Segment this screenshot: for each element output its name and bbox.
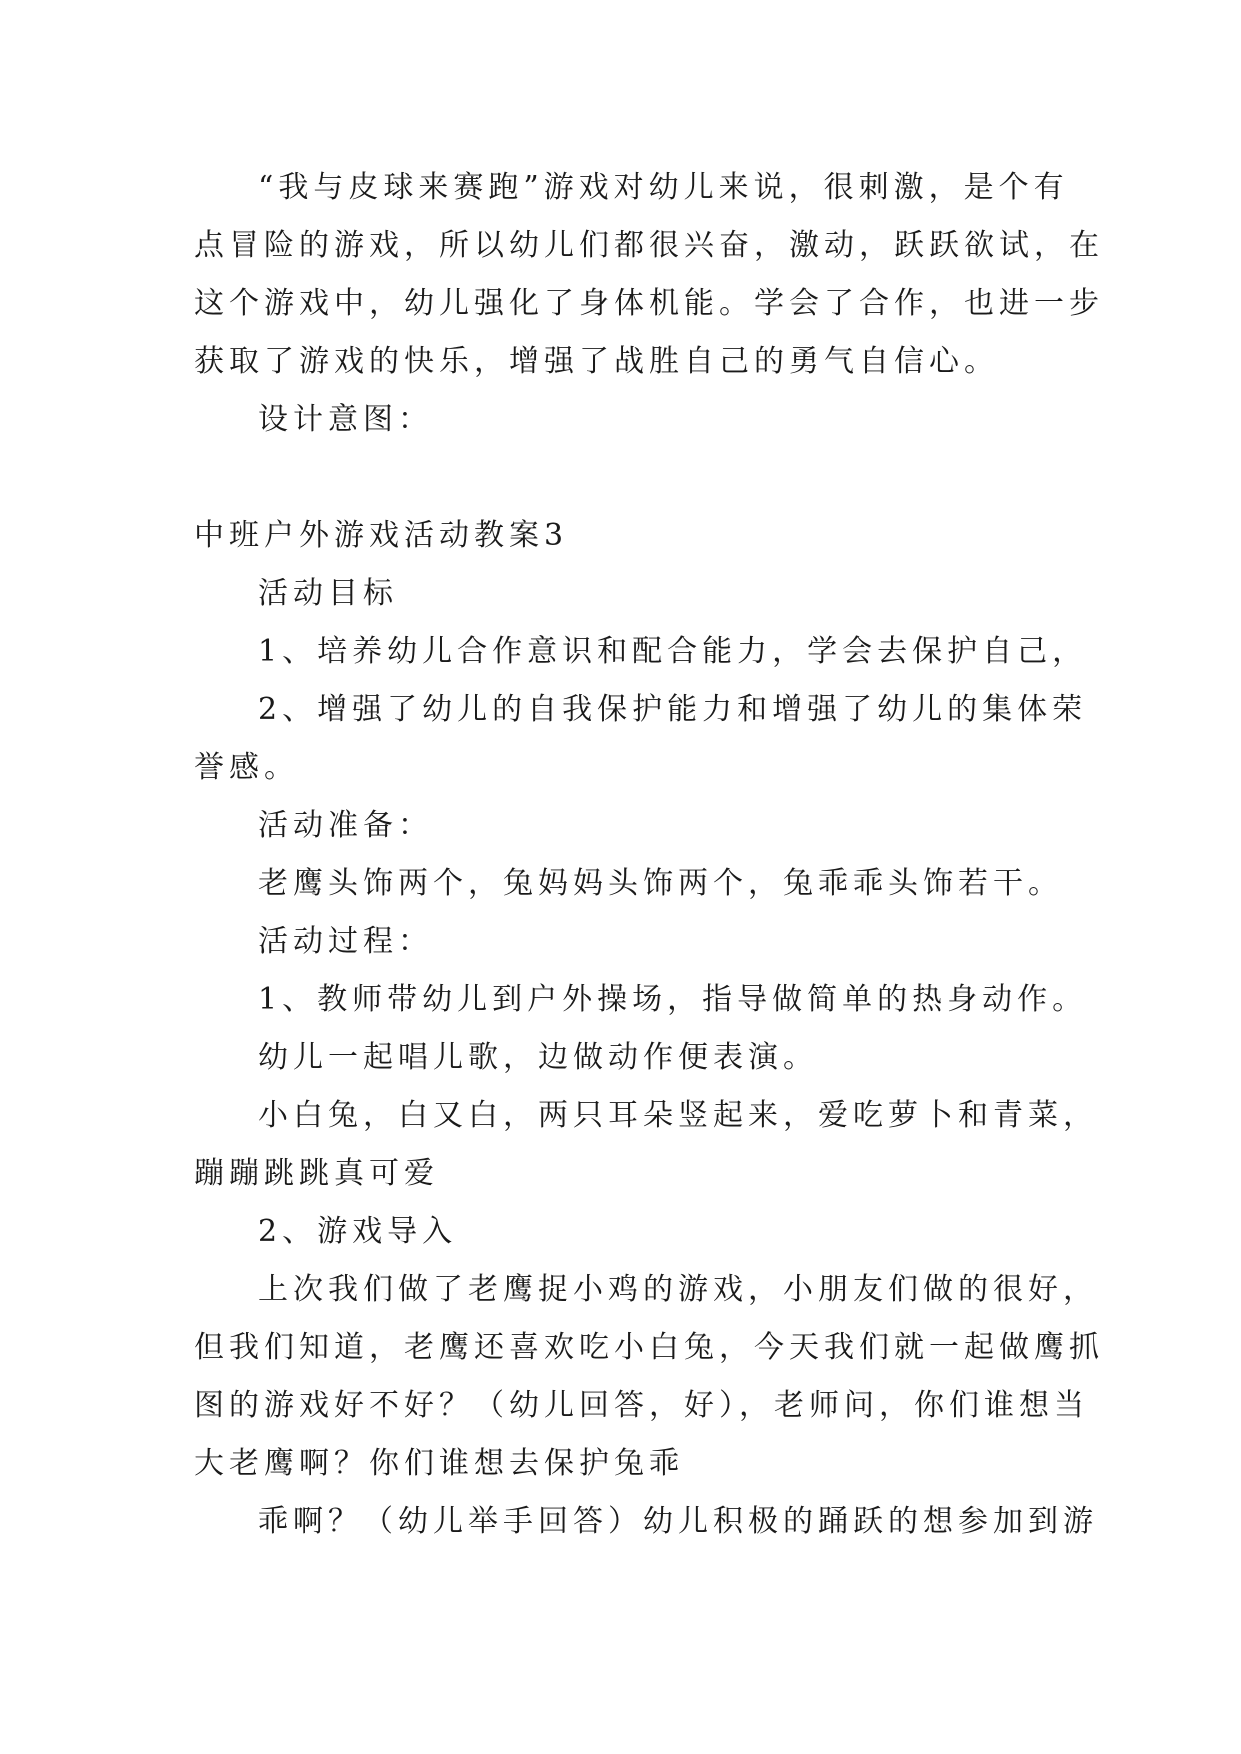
paragraph-line: 活动过程： [258, 924, 433, 959]
paragraph-line: 获取了游戏的快乐，增强了战胜自己的勇气自信心。 [194, 344, 999, 379]
section-title: 中班户外游戏活动教案3 [194, 518, 569, 553]
paragraph-line: 但我们知道，老鹰还喜欢吃小白兔，今天我们就一起做鹰抓 [194, 1330, 1104, 1365]
paragraph-line: “我与皮球来赛跑”游戏对幼儿来说，很刺激，是个有 [258, 170, 1069, 205]
paragraph-line: 图的游戏好不好？（幼儿回答，好），老师问，你们谁想当 [194, 1388, 1089, 1423]
paragraph-line: 活动准备： [258, 808, 433, 843]
paragraph-line: 老鹰头饰两个，兔妈妈头饰两个，兔乖乖头饰若干。 [258, 866, 1063, 901]
paragraph-line: 2、增强了幼儿的自我保护能力和增强了幼儿的集体荣 [258, 692, 1088, 727]
paragraph-line: 誉感。 [194, 750, 299, 785]
paragraph-line: 点冒险的游戏，所以幼儿们都很兴奋，激动，跃跃欲试，在 [194, 228, 1104, 263]
paragraph-line: 这个游戏中，幼儿强化了身体机能。学会了合作，也进一步 [194, 286, 1104, 321]
paragraph-line: 幼儿一起唱儿歌，边做动作便表演。 [258, 1040, 818, 1075]
paragraph-line: 乖啊？（幼儿举手回答）幼儿积极的踊跃的想参加到游 [258, 1504, 1098, 1539]
paragraph-line: 2、游戏导入 [258, 1214, 458, 1249]
paragraph-line: 设计意图： [258, 402, 433, 437]
paragraph-line: 1、教师带幼儿到户外操场，指导做简单的热身动作。 [258, 982, 1088, 1017]
paragraph-line: 上次我们做了老鹰捉小鸡的游戏，小朋友们做的很好， [258, 1272, 1098, 1307]
paragraph-line: 蹦蹦跳跳真可爱 [194, 1156, 439, 1191]
paragraph-line: 小白兔，白又白，两只耳朵竖起来，爱吃萝卜和青菜， [258, 1098, 1098, 1133]
paragraph-line: 大老鹰啊？你们谁想去保护兔乖 [194, 1446, 684, 1481]
paragraph-line: 1、培养幼儿合作意识和配合能力，学会去保护自己， [258, 634, 1088, 669]
paragraph-line: 活动目标 [258, 576, 398, 611]
